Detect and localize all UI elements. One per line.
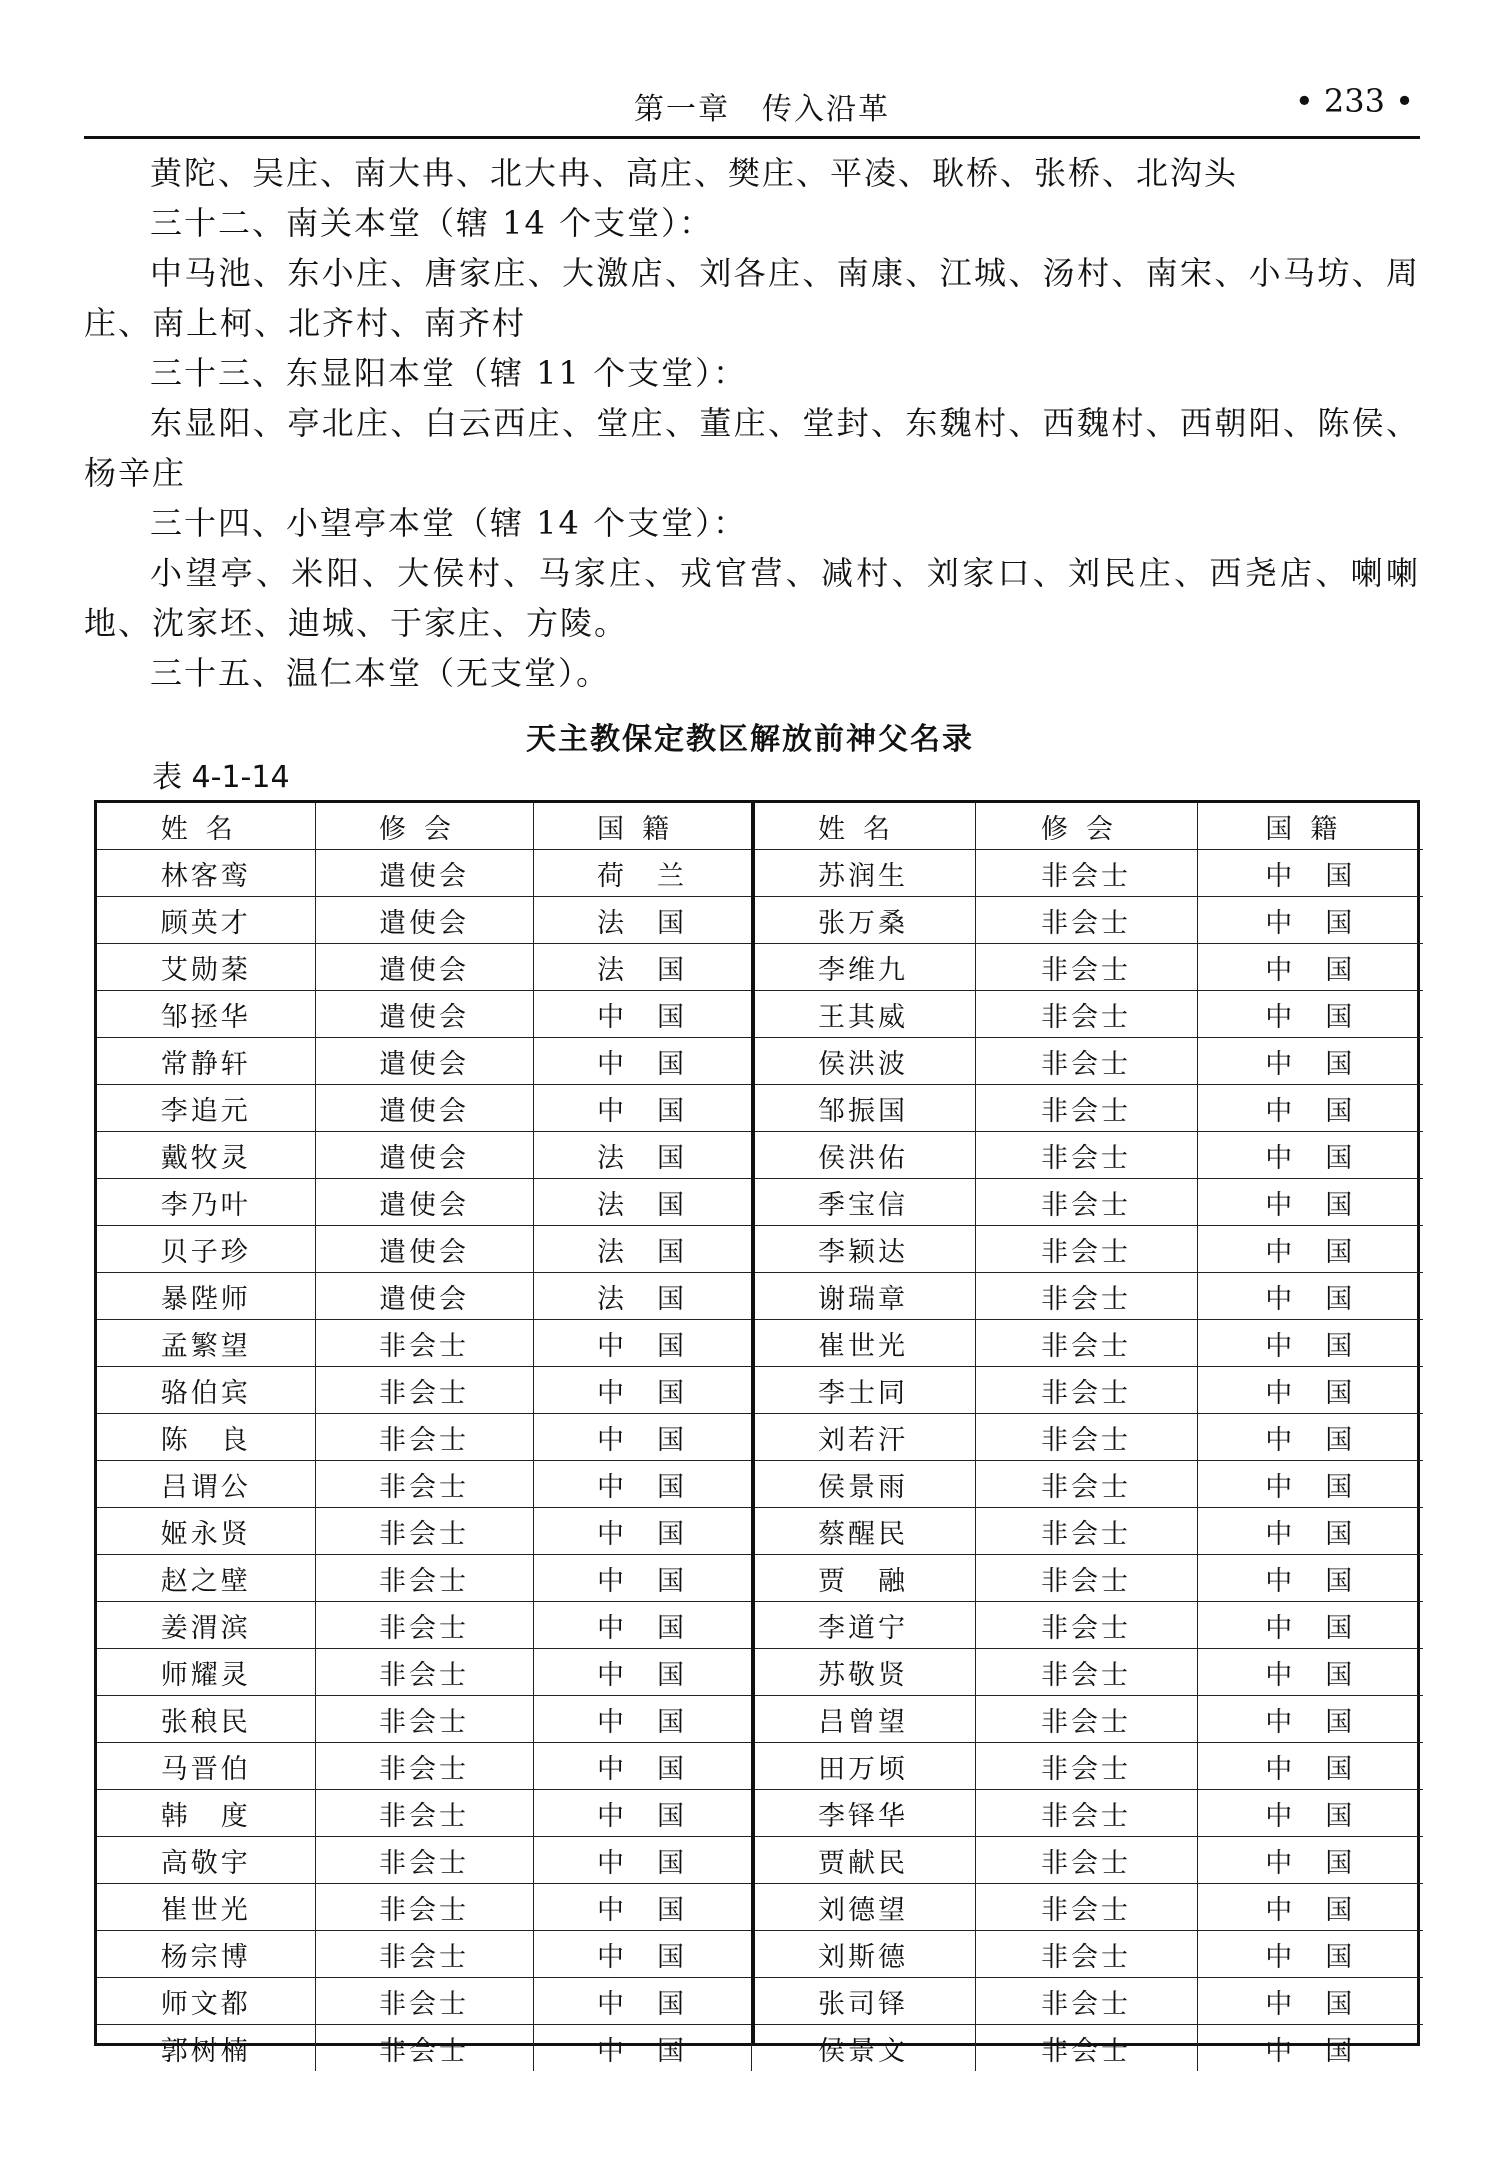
table-cell: 中 国	[1197, 1790, 1423, 1837]
table-cell: 非会士	[975, 1038, 1197, 1085]
paragraph: 三十三、东显阳本堂（辖 11 个支堂）：	[150, 354, 748, 392]
table-cell: 中 国	[1197, 2025, 1423, 2072]
table-cell: 郭树楠	[97, 2025, 315, 2072]
table-cell: 孟繁望	[97, 1320, 315, 1367]
table-cell: 中 国	[1197, 1461, 1423, 1508]
table-cell: 中 国	[1197, 1931, 1423, 1978]
table-cell: 中 国	[533, 1367, 751, 1414]
table-row	[97, 1743, 1423, 1790]
table-cell: 非会士	[975, 1649, 1197, 1696]
table-row	[97, 1790, 1423, 1837]
table-cell: 非会士	[975, 1602, 1197, 1649]
table-row	[97, 1978, 1423, 2025]
table-row	[97, 1696, 1423, 1743]
table-cell: 韩 度	[97, 1790, 315, 1837]
paragraph: 黄陀、吴庄、南大冉、北大冉、高庄、樊庄、平凌、耿桥、张桥、北沟头	[150, 154, 1239, 192]
table-cell: 李维九	[751, 944, 975, 991]
table-cell: 邹振国	[751, 1085, 975, 1132]
table-cell: 遣使会	[315, 1226, 533, 1273]
table-cell: 非会士	[315, 1743, 533, 1790]
table-cell: 王其威	[751, 991, 975, 1038]
table-cell: 非会士	[315, 1367, 533, 1414]
table-cell: 马晋伯	[97, 1743, 315, 1790]
table-cell: 杨宗博	[97, 1931, 315, 1978]
table-cell: 师耀灵	[97, 1649, 315, 1696]
table-cell: 中 国	[1197, 1696, 1423, 1743]
table-cell: 非会士	[975, 1320, 1197, 1367]
table-row	[97, 1320, 1423, 1367]
table-cell: 非会士	[975, 1273, 1197, 1320]
table-cell: 非会士	[315, 1602, 533, 1649]
table-cell: 苏润生	[751, 850, 975, 897]
table-cell: 非会士	[975, 1461, 1197, 1508]
table-cell: 中 国	[533, 1602, 751, 1649]
table-cell: 中 国	[533, 1931, 751, 1978]
table-cell: 崔世光	[751, 1320, 975, 1367]
table-cell: 邹拯华	[97, 991, 315, 1038]
table-row	[97, 1602, 1423, 1649]
table-cell: 田万顷	[751, 1743, 975, 1790]
table-cell: 中 国	[1197, 1649, 1423, 1696]
header-cell: 修会	[315, 803, 533, 850]
table-cell: 姜渭滨	[97, 1602, 315, 1649]
table-cell: 师文都	[97, 1978, 315, 2025]
table-row	[97, 1226, 1423, 1273]
table-cell: 中 国	[1197, 1743, 1423, 1790]
table-row	[97, 1179, 1423, 1226]
table-cell: 艾勋棻	[97, 944, 315, 991]
table-cell: 非会士	[975, 1931, 1197, 1978]
page-header	[84, 78, 1420, 139]
table-cell: 中 国	[533, 1414, 751, 1461]
table-row	[97, 1273, 1423, 1320]
table-cell: 非会士	[975, 944, 1197, 991]
table-cell: 中 国	[1197, 1038, 1423, 1085]
table-cell: 非会士	[975, 850, 1197, 897]
table-cell: 非会士	[315, 1555, 533, 1602]
table-cell: 中 国	[533, 1743, 751, 1790]
priest-table-frame	[94, 800, 1420, 2067]
table-cell: 陈 良	[97, 1414, 315, 1461]
table-cell: 张万桑	[751, 897, 975, 944]
table-cell: 李乃叶	[97, 1179, 315, 1226]
header-cell: 国籍	[533, 803, 751, 850]
table-cell: 法 国	[533, 897, 751, 944]
paragraph: 三十五、温仁本堂（无支堂）。	[150, 654, 611, 692]
table-cell: 非会士	[975, 1414, 1197, 1461]
table-cell: 中 国	[533, 1555, 751, 1602]
table-cell: 非会士	[975, 1884, 1197, 1931]
table-cell: 姬永贤	[97, 1508, 315, 1555]
table-cell: 中 国	[1197, 1132, 1423, 1179]
body-text	[84, 148, 1420, 698]
table-row	[97, 1649, 1423, 1696]
table-cell: 非会士	[315, 1320, 533, 1367]
header-cell: 修会	[975, 803, 1197, 850]
table-cell: 非会士	[975, 2025, 1197, 2072]
table-cell: 法 国	[533, 1273, 751, 1320]
table-cell: 顾英才	[97, 897, 315, 944]
table-cell: 遣使会	[315, 944, 533, 991]
table-row	[97, 850, 1423, 897]
header-cell: 国籍	[1197, 803, 1423, 850]
table-cell: 遣使会	[315, 1273, 533, 1320]
table-cell: 非会士	[975, 1179, 1197, 1226]
table-cell: 非会士	[975, 1790, 1197, 1837]
table-cell: 中 国	[1197, 1978, 1423, 2025]
table-cell: 中 国	[1197, 897, 1423, 944]
table-cell: 刘斯德	[751, 1931, 975, 1978]
table-cell: 中 国	[1197, 1837, 1423, 1884]
table-header-row	[97, 803, 1423, 850]
table-cell: 中 国	[533, 1508, 751, 1555]
table-row	[97, 944, 1423, 991]
table-cell: 非会士	[975, 1508, 1197, 1555]
table-cell: 非会士	[315, 1790, 533, 1837]
table-cell: 法 国	[533, 1226, 751, 1273]
table-cell: 吕谓公	[97, 1461, 315, 1508]
table-row	[97, 897, 1423, 944]
table-cell: 非会士	[975, 1085, 1197, 1132]
table-cell: 中 国	[533, 1884, 751, 1931]
paragraph: 中马池、东小庄、唐家庄、大激店、刘各庄、南康、江城、汤村、南宋、小马坊、周庄、南上柯、北齐村、南齐村	[84, 254, 1420, 342]
table-row	[97, 1085, 1423, 1132]
table-cell: 李铎华	[751, 1790, 975, 1837]
table-cell: 非会士	[315, 2025, 533, 2072]
table-body	[97, 850, 1423, 2072]
paragraph: 三十二、南关本堂（辖 14 个支堂）：	[150, 204, 714, 242]
table-cell: 非会士	[975, 1367, 1197, 1414]
table-cell: 非会士	[315, 1508, 533, 1555]
table-cell: 非会士	[975, 1555, 1197, 1602]
table-cell: 中 国	[1197, 1508, 1423, 1555]
table-cell: 常静轩	[97, 1038, 315, 1085]
table-cell: 高敬宇	[97, 1837, 315, 1884]
table-cell: 中 国	[533, 1649, 751, 1696]
table-cell: 遣使会	[315, 1085, 533, 1132]
table-cell: 谢瑞章	[751, 1273, 975, 1320]
table-cell: 李追元	[97, 1085, 315, 1132]
header-cell: 姓名	[751, 803, 975, 850]
table-cell: 季宝信	[751, 1179, 975, 1226]
table-cell: 中 国	[533, 1085, 751, 1132]
table-cell: 蔡醒民	[751, 1508, 975, 1555]
table-cell: 中 国	[1197, 1179, 1423, 1226]
table-cell: 荷 兰	[533, 850, 751, 897]
paragraph: 东显阳、亭北庄、白云西庄、堂庄、董庄、堂封、东魏村、西魏村、西朝阳、陈侯、杨辛庄	[84, 404, 1420, 492]
table-cell: 遣使会	[315, 1038, 533, 1085]
table-title: 天主教保定教区解放前神父名录	[526, 722, 974, 757]
table-cell: 贾献民	[751, 1837, 975, 1884]
table-cell: 非会士	[315, 1837, 533, 1884]
page-number: • 233 •	[1294, 82, 1414, 120]
table-cell: 中 国	[1197, 1602, 1423, 1649]
table-cell: 非会士	[315, 1931, 533, 1978]
table-label: 表 4-1-14	[152, 760, 290, 795]
table-row	[97, 991, 1423, 1038]
table-cell: 骆伯宾	[97, 1367, 315, 1414]
table-cell: 中 国	[533, 2025, 751, 2072]
table-cell: 刘德望	[751, 1884, 975, 1931]
table-cell: 非会士	[315, 1649, 533, 1696]
table-cell: 暴陛师	[97, 1273, 315, 1320]
table-cell: 非会士	[975, 991, 1197, 1038]
table-cell: 贝子珍	[97, 1226, 315, 1273]
table-cell: 中 国	[1197, 1226, 1423, 1273]
table-cell: 非会士	[315, 1978, 533, 2025]
table-cell: 非会士	[315, 1696, 533, 1743]
table-row	[97, 1367, 1423, 1414]
table-row	[97, 1837, 1423, 1884]
table-cell: 中 国	[533, 1461, 751, 1508]
table-row	[97, 1461, 1423, 1508]
table-cell: 遣使会	[315, 991, 533, 1038]
table-row	[97, 1884, 1423, 1931]
table-row	[97, 1931, 1423, 1978]
table-cell: 中 国	[533, 1320, 751, 1367]
table-row	[97, 1038, 1423, 1085]
table-cell: 赵之壁	[97, 1555, 315, 1602]
table-cell: 中 国	[1197, 1555, 1423, 1602]
table-cell: 张司铎	[751, 1978, 975, 2025]
table-cell: 非会士	[975, 1743, 1197, 1790]
table-cell: 中 国	[533, 1696, 751, 1743]
table-cell: 中 国	[1197, 850, 1423, 897]
table-cell: 中 国	[533, 991, 751, 1038]
table-cell: 苏敬贤	[751, 1649, 975, 1696]
priest-table	[97, 803, 1423, 2071]
table-cell: 法 国	[533, 944, 751, 991]
table-cell: 非会士	[975, 1978, 1197, 2025]
table-cell: 中 国	[533, 1790, 751, 1837]
table-cell: 法 国	[533, 1132, 751, 1179]
table-cell: 非会士	[315, 1461, 533, 1508]
table-cell: 中 国	[533, 1038, 751, 1085]
table-cell: 崔世光	[97, 1884, 315, 1931]
table-cell: 中 国	[1197, 1367, 1423, 1414]
table-row	[97, 1508, 1423, 1555]
table-cell: 遣使会	[315, 850, 533, 897]
table-cell: 李士同	[751, 1367, 975, 1414]
table-cell: 非会士	[315, 1884, 533, 1931]
table-cell: 中 国	[1197, 1320, 1423, 1367]
table-cell: 李道宁	[751, 1602, 975, 1649]
table-cell: 贾 融	[751, 1555, 975, 1602]
paragraph: 三十四、小望亭本堂（辖 14 个支堂）：	[150, 504, 748, 542]
table-cell: 戴牧灵	[97, 1132, 315, 1179]
table-cell: 中 国	[1197, 1414, 1423, 1461]
table-cell: 侯景文	[751, 2025, 975, 2072]
table-cell: 侯洪波	[751, 1038, 975, 1085]
table-cell: 遣使会	[315, 1179, 533, 1226]
table-row	[97, 1555, 1423, 1602]
table-cell: 中 国	[1197, 991, 1423, 1038]
table-cell: 李颖达	[751, 1226, 975, 1273]
table-cell: 林客鸾	[97, 850, 315, 897]
chapter-title: 第一章 传入沿革	[634, 92, 890, 127]
table-cell: 中 国	[1197, 944, 1423, 991]
header-cell: 姓名	[97, 803, 315, 850]
table-cell: 非会士	[975, 1696, 1197, 1743]
table-cell: 中 国	[533, 1978, 751, 2025]
table-cell: 遣使会	[315, 1132, 533, 1179]
table-center-divider	[751, 803, 755, 2043]
paragraph: 小望亭、米阳、大侯村、马家庄、戎官营、减村、刘家口、刘民庄、西尧店、喇喇地、沈家坯、迪城、于家庄、方陵。	[84, 554, 1420, 642]
table-cell: 非会士	[975, 1226, 1197, 1273]
table-cell: 非会士	[975, 1132, 1197, 1179]
table-cell: 中 国	[1197, 1884, 1423, 1931]
table-cell: 非会士	[315, 1414, 533, 1461]
table-row	[97, 1414, 1423, 1461]
table-cell: 张稂民	[97, 1696, 315, 1743]
table-cell: 中 国	[1197, 1273, 1423, 1320]
table-cell: 遣使会	[315, 897, 533, 944]
table-row	[97, 1132, 1423, 1179]
table-cell: 非会士	[975, 897, 1197, 944]
table-cell: 侯景雨	[751, 1461, 975, 1508]
table-cell: 吕曾望	[751, 1696, 975, 1743]
table-cell: 非会士	[975, 1837, 1197, 1884]
table-cell: 中 国	[533, 1837, 751, 1884]
table-cell: 中 国	[1197, 1085, 1423, 1132]
table-cell: 刘若汗	[751, 1414, 975, 1461]
table-cell: 侯洪佑	[751, 1132, 975, 1179]
table-row	[97, 2025, 1423, 2072]
table-cell: 法 国	[533, 1179, 751, 1226]
